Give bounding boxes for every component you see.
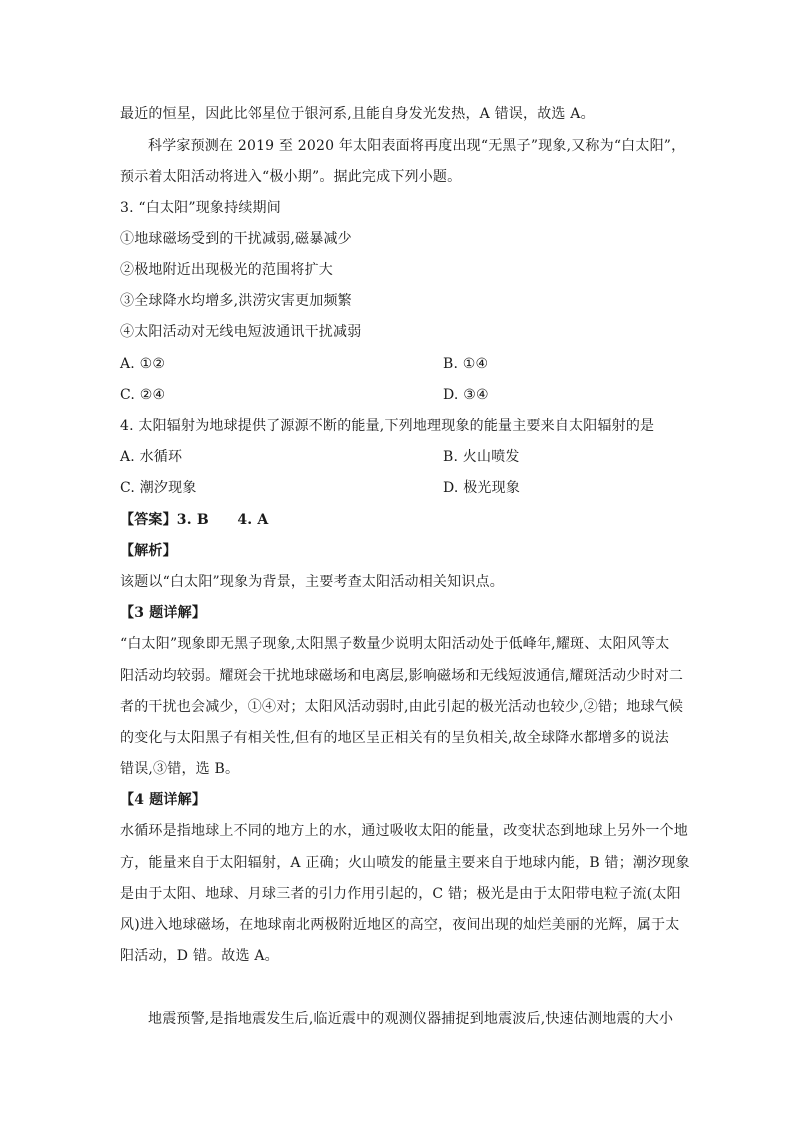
analysis-heading: 【解析】 (120, 543, 177, 559)
q4-detail-line: 阳活动，D 错。故选 A。 (120, 948, 279, 964)
q4-detail-line: 风)进入地球磁场，在地球南北两极附近地区的高空，夜间出现的灿烂美丽的光辉，属于太 (120, 917, 680, 933)
q4-detail-heading: 【4 题详解】 (120, 792, 207, 808)
q3-detail-heading: 【3 题详解】 (120, 605, 207, 621)
q3-detail-line: 阳活动均较弱。耀斑会干扰地球磁场和电离层,影响磁场和无线短波通信,耀斑活动少时对二 (120, 668, 684, 684)
statement-3: ③全球降水均增多,洪涝灾害更加频繁 (120, 293, 352, 309)
statement-4: ④太阳活动对无线电短波通讯干扰减弱 (120, 324, 362, 340)
text-line: 最近的恒星，因此比邻星位于银河系,且能自身发光发热，A 错误，故选 A。 (120, 106, 595, 122)
q4-detail-line: 是由于太阳、地球、月球三者的引力作用引起的，C 错；极光是由于太阳带电粒子流(太阳 (120, 886, 681, 902)
q4-option-b: B. 火山喷发 (443, 449, 520, 465)
answer-line: 【答案】3. B 4. A (120, 512, 269, 528)
q3-option-b: B. ①④ (443, 356, 489, 372)
text-line: 预示着太阳活动将进入“极小期”。据此完成下列小题。 (120, 169, 462, 185)
next-passage-line: 地震预警,是指地震发生后,临近震中的观测仪器捕捉到地震波后,快速估测地震的大小 (148, 1011, 674, 1027)
q4-option-a: A. 水循环 (120, 449, 183, 465)
q4-option-d: D. 极光现象 (443, 480, 521, 496)
q3-option-c: C. ②④ (120, 387, 166, 403)
q3-detail-line: 错误,③错，选 B。 (120, 761, 240, 777)
q3-option-a: A. ①② (120, 356, 166, 372)
q4-detail-line: 水循环是指地球上不同的地方上的水，通过吸收太阳的能量，改变状态到地球上另外一个地 (120, 823, 688, 839)
q3-detail-line: “白太阳”现象即无黑子现象,太阳黑子数量少说明太阳活动处于低峰年,耀斑、太阳风等太 (120, 636, 670, 652)
question-4-stem: 4. 太阳辐射为地球提供了源源不断的能量,下列地理现象的能量主要来自太阳辐射的是 (120, 418, 655, 434)
passage-intro: 科学家预测在 2019 至 2020 年太阳表面将再度出现“无黑子”现象,又称为“白太阳”， (148, 138, 686, 154)
q4-option-c: C. 潮汐现象 (120, 480, 197, 496)
analysis-text: 该题以“白太阳”现象为背景，主要考查太阳活动相关知识点。 (120, 574, 504, 590)
q3-detail-line: 的变化与太阳黑子有相关性,但有的地区呈正相关有的呈负相关,故全球降水都增多的说法 (120, 730, 669, 746)
q3-option-d: D. ③④ (443, 387, 489, 403)
q4-detail-line: 方，能量来自于太阳辐射，A 正确；火山喷发的能量主要来自于地球内能，B 错；潮汐现象 (120, 855, 690, 871)
q3-detail-line: 者的干扰也会减少，①④对；太阳风活动弱时,由此引起的极光活动也较少,②错；地球气候 (120, 699, 684, 715)
statement-2: ②极地附近出现极光的范围将扩大 (120, 262, 333, 278)
question-3-stem: 3. “白太阳”现象持续期间 (120, 200, 281, 216)
statement-1: ①地球磁场受到的干扰减弱,磁暴减少 (120, 231, 352, 247)
